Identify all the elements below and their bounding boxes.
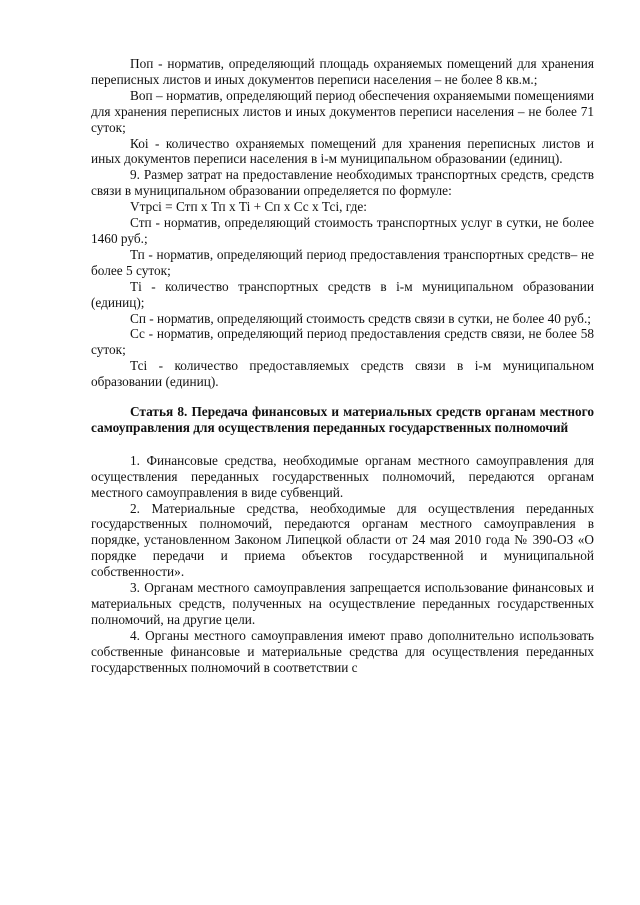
paragraph-article-8-item-2: 2. Материальные средства, необходимые для осуществления переданных государственных полномочий, передаются органам местного самоуправления в порядке, установленном Законом Липецкой области от 24 мая 2010 года № 390-ОЗ «О порядке передачи и приема объектов государственной и муниципальной собственности». [91, 500, 594, 580]
paragraph-pop-norm: Поп - норматив, определяющий площадь охраняемых помещений для хранения переписных листов и иных документов переписи населения – не более 8 кв.м.; [91, 56, 594, 87]
paragraph-vop-norm: Воп – норматив, определяющий период обеспечения охраняемыми помещениями для хранения переписных листов и иных документов переписи населения – не более 71 суток; [91, 87, 594, 135]
paragraph-article-8-item-4: 4. Органы местного самоуправления имеют право дополнительно использовать собственные финансовые и материальные средства для осуществления переданных государственных полномочий в соответствии с [91, 627, 594, 675]
formula-line: Vтрсi = Стп х Тп х Ti + Сп х Сс х Тсi, где: [130, 199, 367, 215]
paragraph-koi-count: Коі - количество охраняемых помещений для хранения переписных листов и иных документов переписи населения в і-м муниципальном образовании (единиц). [91, 135, 594, 167]
paragraph-ss-norm: Сс - норматив, определяющий период предоставления средств связи, не более 58 суток; [91, 326, 594, 358]
paragraph-tsi-count: Тсi - количество предоставляемых средств связи в і-м муниципальном образовании (единиц). [91, 358, 594, 390]
article-8-heading: Статья 8. Передача финансовых и материальных средств органам местного самоуправления для осуществления переданных государственных полномочий [91, 404, 594, 435]
paragraph-stp-norm: Стп - норматив, определяющий стоимость транспортных услуг в сутки, не более 1460 руб.; [91, 215, 594, 246]
paragraph-item-9: 9. Размер затрат на предоставление необходимых транспортных средств, средств связи в муниципальном образовании определяется по формуле: [91, 167, 594, 199]
paragraph-article-8-item-1: 1. Финансовые средства, необходимые органам местного самоуправления для осуществления переданных государственных полномочий, передаются органам местного самоуправления в виде субвенций. [91, 452, 594, 500]
paragraph-article-8-item-3: 3. Органам местного самоуправления запрещается использование финансовых и материальных средств, полученных на осуществление переданных государственных полномочий, на другие цели. [91, 580, 594, 627]
document-page [91, 56, 594, 676]
paragraph-sp-norm: Сп - норматив, определяющий стоимость средств связи в сутки, не более 40 руб.; [130, 310, 591, 326]
paragraph-ti-count: Тi - количество транспортных средств в і-м муниципальном образовании (единиц); [91, 278, 594, 310]
paragraph-tp-norm: Тп - норматив, определяющий период предоставления транспортных средств– не более 5 суток; [91, 246, 594, 278]
